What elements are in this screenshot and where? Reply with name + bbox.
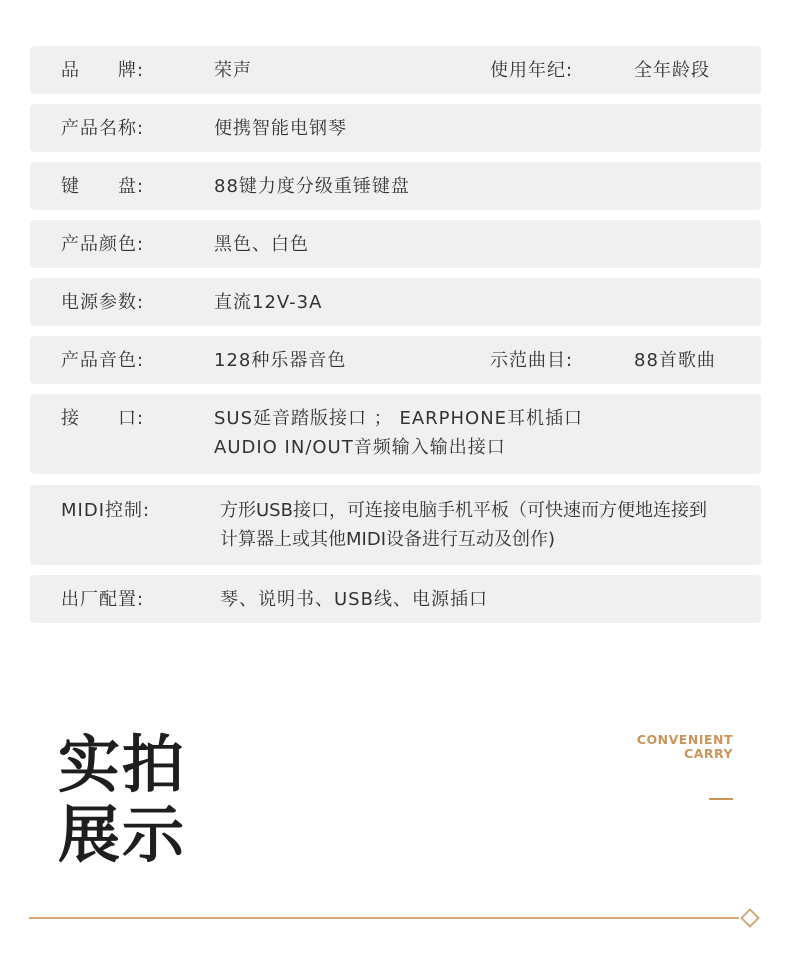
spec-row-keyboard	[30, 162, 761, 210]
english-tag-line1: CONVENIENT	[636, 732, 733, 747]
factory-value: 琴、说明书、USB线、电源插口	[220, 589, 488, 610]
factory-label: 出厂配置:	[61, 589, 145, 610]
age-label: 使用年纪:	[490, 60, 574, 81]
color-value: 黑色、白色	[214, 234, 309, 255]
tone-label: 产品音色:	[61, 350, 145, 371]
english-tag-line2: CARRY	[684, 746, 733, 761]
keyboard-value: 88键力度分级重锤键盘	[214, 176, 410, 197]
port-value-line1: SUS延音踏版接口 ； EARPHONE耳机插口	[214, 408, 584, 429]
midi-label: MIDI控制:	[61, 500, 151, 521]
demo-value: 88首歌曲	[634, 350, 716, 371]
color-label: 产品颜色:	[61, 234, 145, 255]
accent-dash	[709, 798, 733, 800]
spec-row-port	[30, 394, 761, 474]
section-title-line1: 实拍	[58, 728, 187, 801]
midi-value-line1: 方形USB接口，可连接电脑手机平板（可快速而方便地连接到	[220, 500, 707, 521]
diamond-icon	[740, 908, 760, 928]
power-value: 直流12V-3A	[214, 292, 323, 313]
spec-row-brand	[30, 46, 761, 94]
name-label: 产品名称:	[61, 118, 145, 139]
port-value-line2: AUDIO IN/OUT音频输入输出接口	[214, 437, 506, 458]
spec-row-color	[30, 220, 761, 268]
spec-row-power	[30, 278, 761, 326]
keyboard-label: 键 盘:	[61, 176, 145, 197]
brand-value: 荣声	[214, 60, 252, 81]
port-label: 接 口:	[61, 408, 145, 429]
tone-value: 128种乐器音色	[214, 350, 347, 371]
spec-row-factory	[30, 575, 761, 623]
spec-row-name	[30, 104, 761, 152]
power-label: 电源参数:	[61, 292, 145, 313]
demo-label: 示范曲目:	[490, 350, 574, 371]
divider-line	[29, 917, 739, 919]
spec-row-midi	[30, 485, 761, 565]
brand-label: 品 牌:	[61, 60, 145, 81]
midi-value-line2: 计算器上或其他MIDI设备进行互动及创作)	[220, 529, 556, 550]
section-title-line2: 展示	[58, 798, 187, 871]
age-value: 全年龄段	[634, 60, 710, 81]
spec-row-tone	[30, 336, 761, 384]
name-value: 便携智能电钢琴	[214, 118, 347, 139]
